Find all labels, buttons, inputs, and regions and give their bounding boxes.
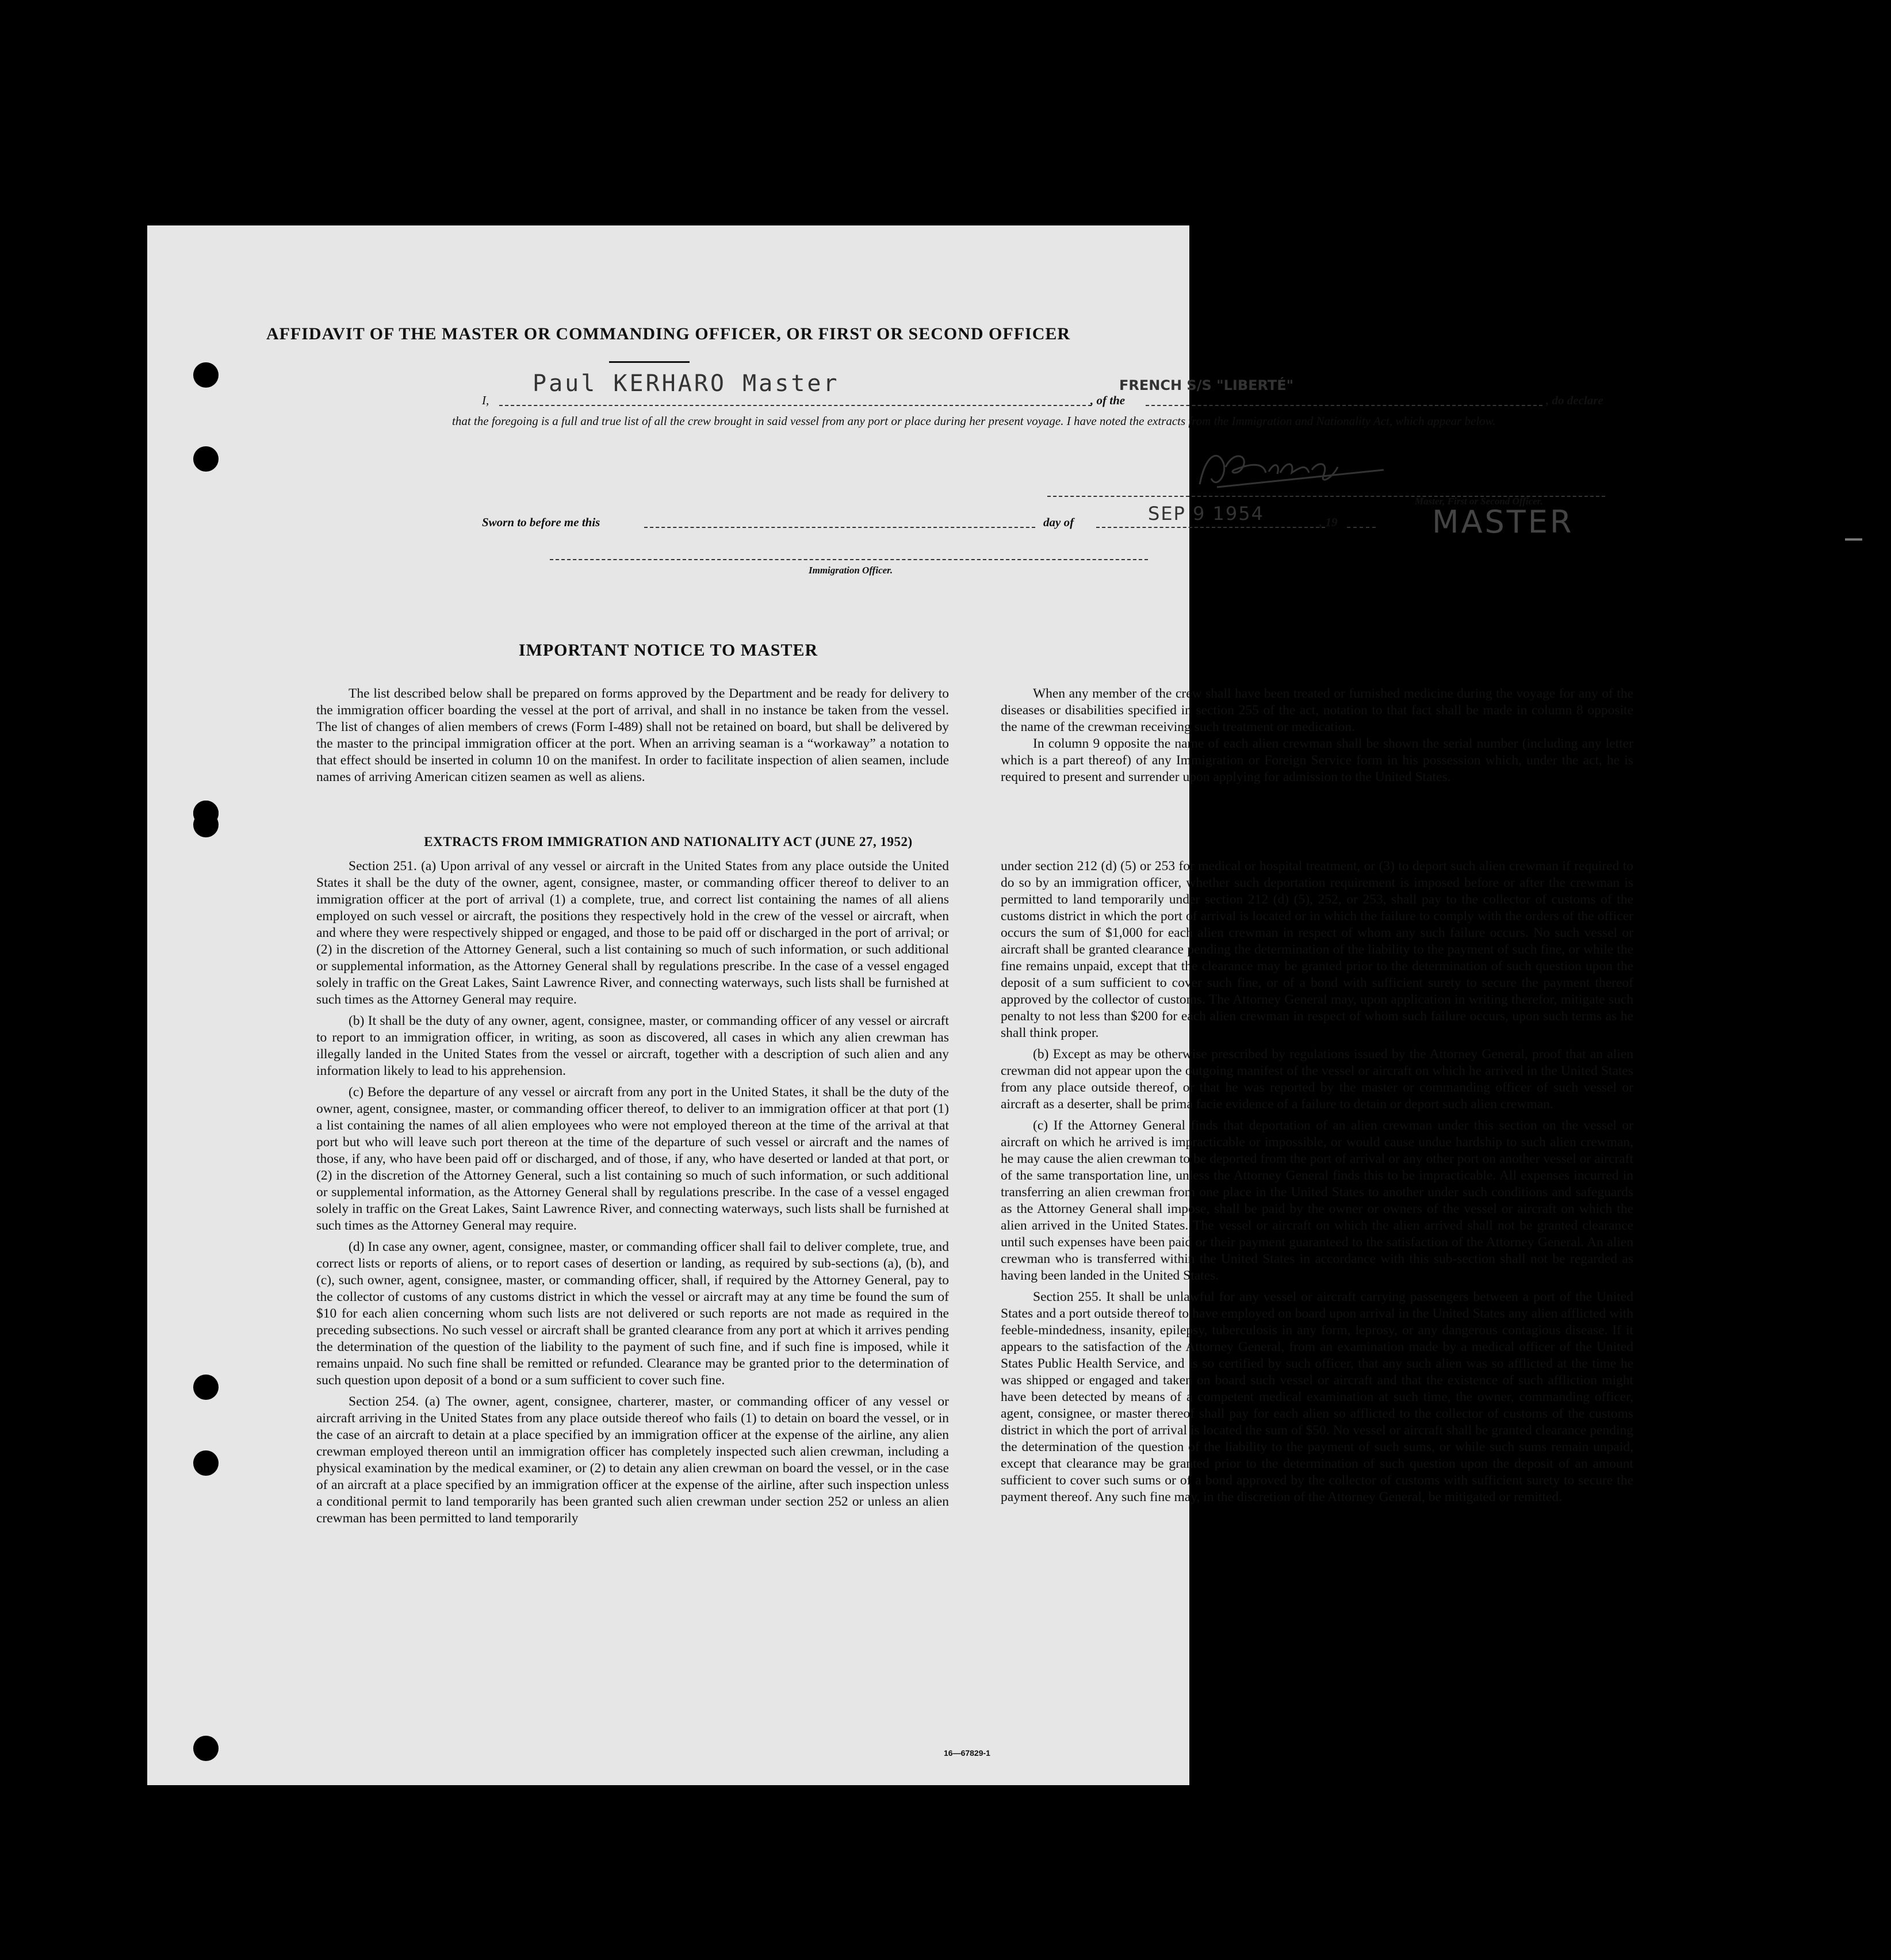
punch-hole — [193, 1736, 219, 1761]
master-stamp: MASTER — [1432, 504, 1574, 540]
punch-hole — [193, 812, 219, 837]
punch-hole — [193, 1812, 219, 1837]
extract-paragraph: Section 255. It shall be unlawful for any vessel or aircraft carrying passengers between a port of the United States and a port outside thereof to have employed on board upon arrival in the United States any alien afflicted with feeble-mindedness, insanity, epilepsy, tuberculosis in any form, leprosy, or any dangerous contagious disease. If it appears to the satisfaction of the Attorney General, from an examination made by a medical officer of the United States Public Health Service, and is so certified by such officer, that any such alien was so afflicted at the time he was shipped or engaged and taken on board such vessel or aircraft and that the existence of such affliction might have been detected by means of a competent medical examination at such time, the owner, commanding officer, agent, consignee, or master thereof shall pay for each alien so afflicted to the collector of customs of the customs district in which the port of arrival is located the sum of $50. No vessel or aircraft shall be granted clearance pending the determination of the question of the liability to the payment of such sums, or while such sums remain unpaid, except that clearance may be granted prior to the determination of such question upon the deposit of an amount sufficient to cover such sums or of a bond approved by the collector of customs with sufficient surety to secure the payment thereof. Any such fine may, in the discretion of the Attorney General, be mitigated or remitted. — [1001, 1289, 1633, 1505]
immigration-officer-label: Immigration Officer. — [809, 565, 893, 576]
extract-paragraph: (c) If the Attorney General finds that deportation of an alien crewman under this section on the vessel or aircraft on which he arrived is impracticable or impossible, or would cause undue hardship to such alien crewman, he may cause the alien crewman to be deported from the port of arrival or any other port on another vessel or aircraft of the same transportation line, unless the Attorney General finds this to be impracticable. All expenses incurred in transferring an alien crewman from one place in the United States to another under such conditions and safeguards as the Attorney General shall impose, shall be paid by the owner or owners of the vessel or aircraft on which the alien arrived in the United States. The vessel or aircraft on which the alien arrived shall not be granted clearance until such expenses have been paid or their payment guaranteed to the satisfaction of the Attorney General. An alien crewman who is transferred within the United States in accordance with this sub-section shall not be regarded as having been landed in the United States. — [1001, 1118, 1633, 1283]
punch-hole — [1724, 391, 1750, 416]
declaration-text: that the foregoing is a full and true list of all the crew brought in said vessel from any port or place during her present voyage. I have noted the extracts from the Immigration and Nationality Act, which appear below. — [452, 414, 1496, 428]
affidavit-page — [147, 225, 1633, 1785]
master-signature — [1194, 444, 1401, 499]
extracts-right-column — [1001, 858, 1633, 1506]
signer-title-label: Master, First or Second Officer. — [1415, 496, 1543, 507]
notice-title: IMPORTANT NOTICE TO MASTER — [518, 641, 818, 660]
sworn-month-line — [1096, 527, 1325, 528]
punch-hole — [1724, 836, 1750, 862]
extract-paragraph: (b) It shall be the duty of any owner, agent, consignee, master, or commanding officer of any vessel or aircraft to report to an immigration officer, in writing, as soon as discovered, all cases in which any alien crewman has illegally landed in the United States from the vessel or aircraft, together with a description of such alien and any information likely to lead to his apprehension. — [316, 1013, 949, 1078]
of-the-label: , of the — [1090, 393, 1126, 407]
master-name-line — [499, 405, 1092, 406]
extract-paragraph: (c) Before the departure of any vessel or aircraft from any port in the United States, it shall be the duty of the owner, agent, consignee, master, or commanding officer thereof, to deliver to an immigration officer at that port (1) a list containing the names of all alien employees who were not employed thereon at the time of the arrival at that port but who will leave such port thereon at the time of the departure of such vessel or aircraft and the names of those, if any, who have been paid off or discharged, and of those, if any, who have deserted or landed at that port, or (2) in the discretion of the Attorney General, such a list containing so much of such information, or such additional or supplemental information, as the Attorney General shall by regulations prescribe. In the case of a vessel engaged solely in traffic on the Great Lakes, Saint Lawrence River, and connecting waterways, such lists shall be furnished at such times as the Attorney General may require. — [316, 1085, 949, 1233]
extracts-left-column — [316, 858, 949, 1527]
i-label: I, — [482, 393, 489, 407]
extract-paragraph: Section 251. (a) Upon arrival of any vessel or aircraft in the United States from any place outside the United States it shall be the duty of the owner, agent, consignee, master, or commanding officer thereof to deliver to an immigration officer at the port of arrival (1) a complete, true, and correct list containing the names of all aliens employed on such vessel or aircraft, the positions they respectively hold in the crew of the vessel or aircraft, when and where they were respectively shipped or engaged, and those to be paid off or discharged in the port of arrival; or (2) in the discretion of the Attorney General, such a list containing so much of such information, or such additional or supplemental information, as the Attorney General shall by regulations prescribe. In the case of a vessel engaged solely in traffic on the Great Lakes, Saint Lawrence River, and connecting waterways, such lists shall be furnished at such times as the Attorney General may require. — [316, 859, 949, 1007]
immigration-officer-line — [550, 559, 1148, 560]
date-stamp: SEP 9 1954 — [1148, 503, 1264, 525]
vessel-name-stamp: FRENCH S/S "LIBERTÉ" — [1119, 377, 1294, 393]
notice-right-paragraph: In column 9 opposite the name of each alien crewman shall be shown the serial number (including any letter which is a part thereof) of any Immigration or Foreign Service form in his possession which, under the act, he is required to present and surrender upon applying for admission to the United States. — [1001, 736, 1633, 784]
punch-hole — [193, 1450, 219, 1476]
punch-hole — [1724, 1775, 1750, 1800]
punch-hole — [1724, 1695, 1750, 1721]
year-label: , 19 — [1319, 515, 1338, 529]
punch-hole — [1724, 759, 1750, 784]
master-name-handwriting: Paul KERHARO Master — [533, 370, 840, 397]
punch-hole — [193, 362, 219, 388]
day-of-label: day of — [1043, 515, 1074, 529]
extract-paragraph: (d) In case any owner, agent, consignee, master, or commanding officer shall fail to deliver complete, true, and correct lists or reports of aliens, or to report cases of desertion or landing, as required by sub-sections (a), (b), and (c), such owner, agent, consignee, master, or commanding officer, shall, if required by the Attorney General, pay to the collector of customs of any customs district in which the vessel or aircraft may at any time be found the sum of $10 for each alien concerning whom such lists are not delivered or such reports are not made as required in the preceding subsections. No such vessel or aircraft shall be granted clearance from any port at which it arrives pending the determination of the question of the liability to the payment of such fine, and if such fine is imposed, while it remains unpaid. No such fine shall be remitted or refunded. Clearance may be granted prior to the determination of such question upon deposit of a bond or a sum sufficient to cover such fine. — [316, 1239, 949, 1388]
punch-hole — [1724, 476, 1750, 502]
signature-scribble — [1194, 444, 1401, 496]
extract-paragraph: under section 212 (d) (5) or 253 for medical or hospital treatment, or (3) to deport such alien crewman if required to do so by an immigration officer, whether such deportation requirement is imposed before or after the crewman is permitted to land temporarily under section 212 (d) (5), 252, or 253, shall pay to the collector of customs of the customs district in which the port of arrival is located or in which the failure to comply with the orders of the officer occurs the sum of $1,000 for each alien crewman in respect of whom any such failure occurs. No such vessel or aircraft shall be granted clearance pending the determination of the liability to the payment of such fine, or while the fine remains unpaid, except that the clearance may be granted prior to the determination of such question upon the deposit of a sum sufficient to cover such fine, or of a bond with sufficient surety to secure the payment thereof approved by the collector of customs. The Attorney General may, upon application in writing therefor, mitigate such penalty to not less than $200 for each alien crewman in respect of whom such failure occurs, upon such terms as he shall think proper. — [1001, 859, 1633, 1040]
notice-right-paragraph: When any member of the crew shall have been treated or furnished medicine during the voyage for any of the diseases or disabilities specified in section 255 of the act, notation to that fact shall be made in column 8 opposite the name of the crewman receiving such treatment or medication. — [1001, 686, 1633, 734]
do-declare-label: , do declare — [1546, 393, 1603, 407]
punch-hole — [193, 1375, 219, 1400]
edge-mark — [1845, 538, 1862, 541]
notice-right-column — [1001, 686, 1633, 786]
extract-paragraph: (b) Except as may be otherwise prescribed by regulations issued by the Attorney General, proof that an alien crewman did not appear upon the outgoing manifest of the vessel or aircraft on which he arrived in the United States from any place outside thereof, or that he was reported by the master or commanding officer of such vessel or aircraft as a deserter, shall be prima facie evidence of a failure to detain or deport such alien crewman. — [1001, 1047, 1633, 1112]
title-rule — [609, 361, 690, 363]
sworn-day-line — [644, 527, 1035, 528]
notice-left-paragraph: The list described below shall be prepared on forms approved by the Department and be ready for delivery to the immigration officer boarding the vessel at the port of arrival, and shall in no instance be taken from the vessel. The list of changes of alien members of crews (Form I-489) shall not be retained on board, but shall be delivered by the master to the principal immigration officer at the port. When an arriving seaman is a “workaway” a notation to that effect should be inserted in column 10 on the manifest. In order to facilitate inspection of alien seamen, include names of arriving American citizen seamen as well as aliens. — [316, 686, 949, 784]
affidavit-title: AFFIDAVIT OF THE MASTER OR COMMANDING OFFICER, OR FIRST OR SECOND OFFICER — [266, 324, 1071, 343]
punch-hole — [193, 446, 219, 472]
notice-left-column — [316, 686, 949, 786]
year-line — [1347, 527, 1376, 528]
vessel-name-line — [1146, 405, 1542, 406]
sworn-label: Sworn to before me this — [482, 515, 600, 529]
extract-paragraph: Section 254. (a) The owner, agent, consignee, charterer, master, or commanding officer of any vessel or aircraft arriving in the United States from any place outside thereof who fails (1) to detain on board the vessel, or in the case of an aircraft to detain at a place specified by an immigration officer at the expense of the airline, any alien crewman employed thereon until an immigration officer has completely inspected such alien crewman, including a physical examination by the medical examiner, or (2) to detain any alien crewman on board the vessel, or in the case of an aircraft at a place specified by an immigration officer at the expense of the airline, after such inspection unless a conditional permit to land temporarily has been granted such alien crewman under section 252 or unless an alien crewman has been permitted to land temporarily — [316, 1394, 949, 1526]
form-number: 16—67829-1 — [944, 1748, 990, 1758]
extracts-title: EXTRACTS FROM IMMIGRATION AND NATIONALITY ACT (JUNE 27, 1952) — [424, 834, 913, 849]
